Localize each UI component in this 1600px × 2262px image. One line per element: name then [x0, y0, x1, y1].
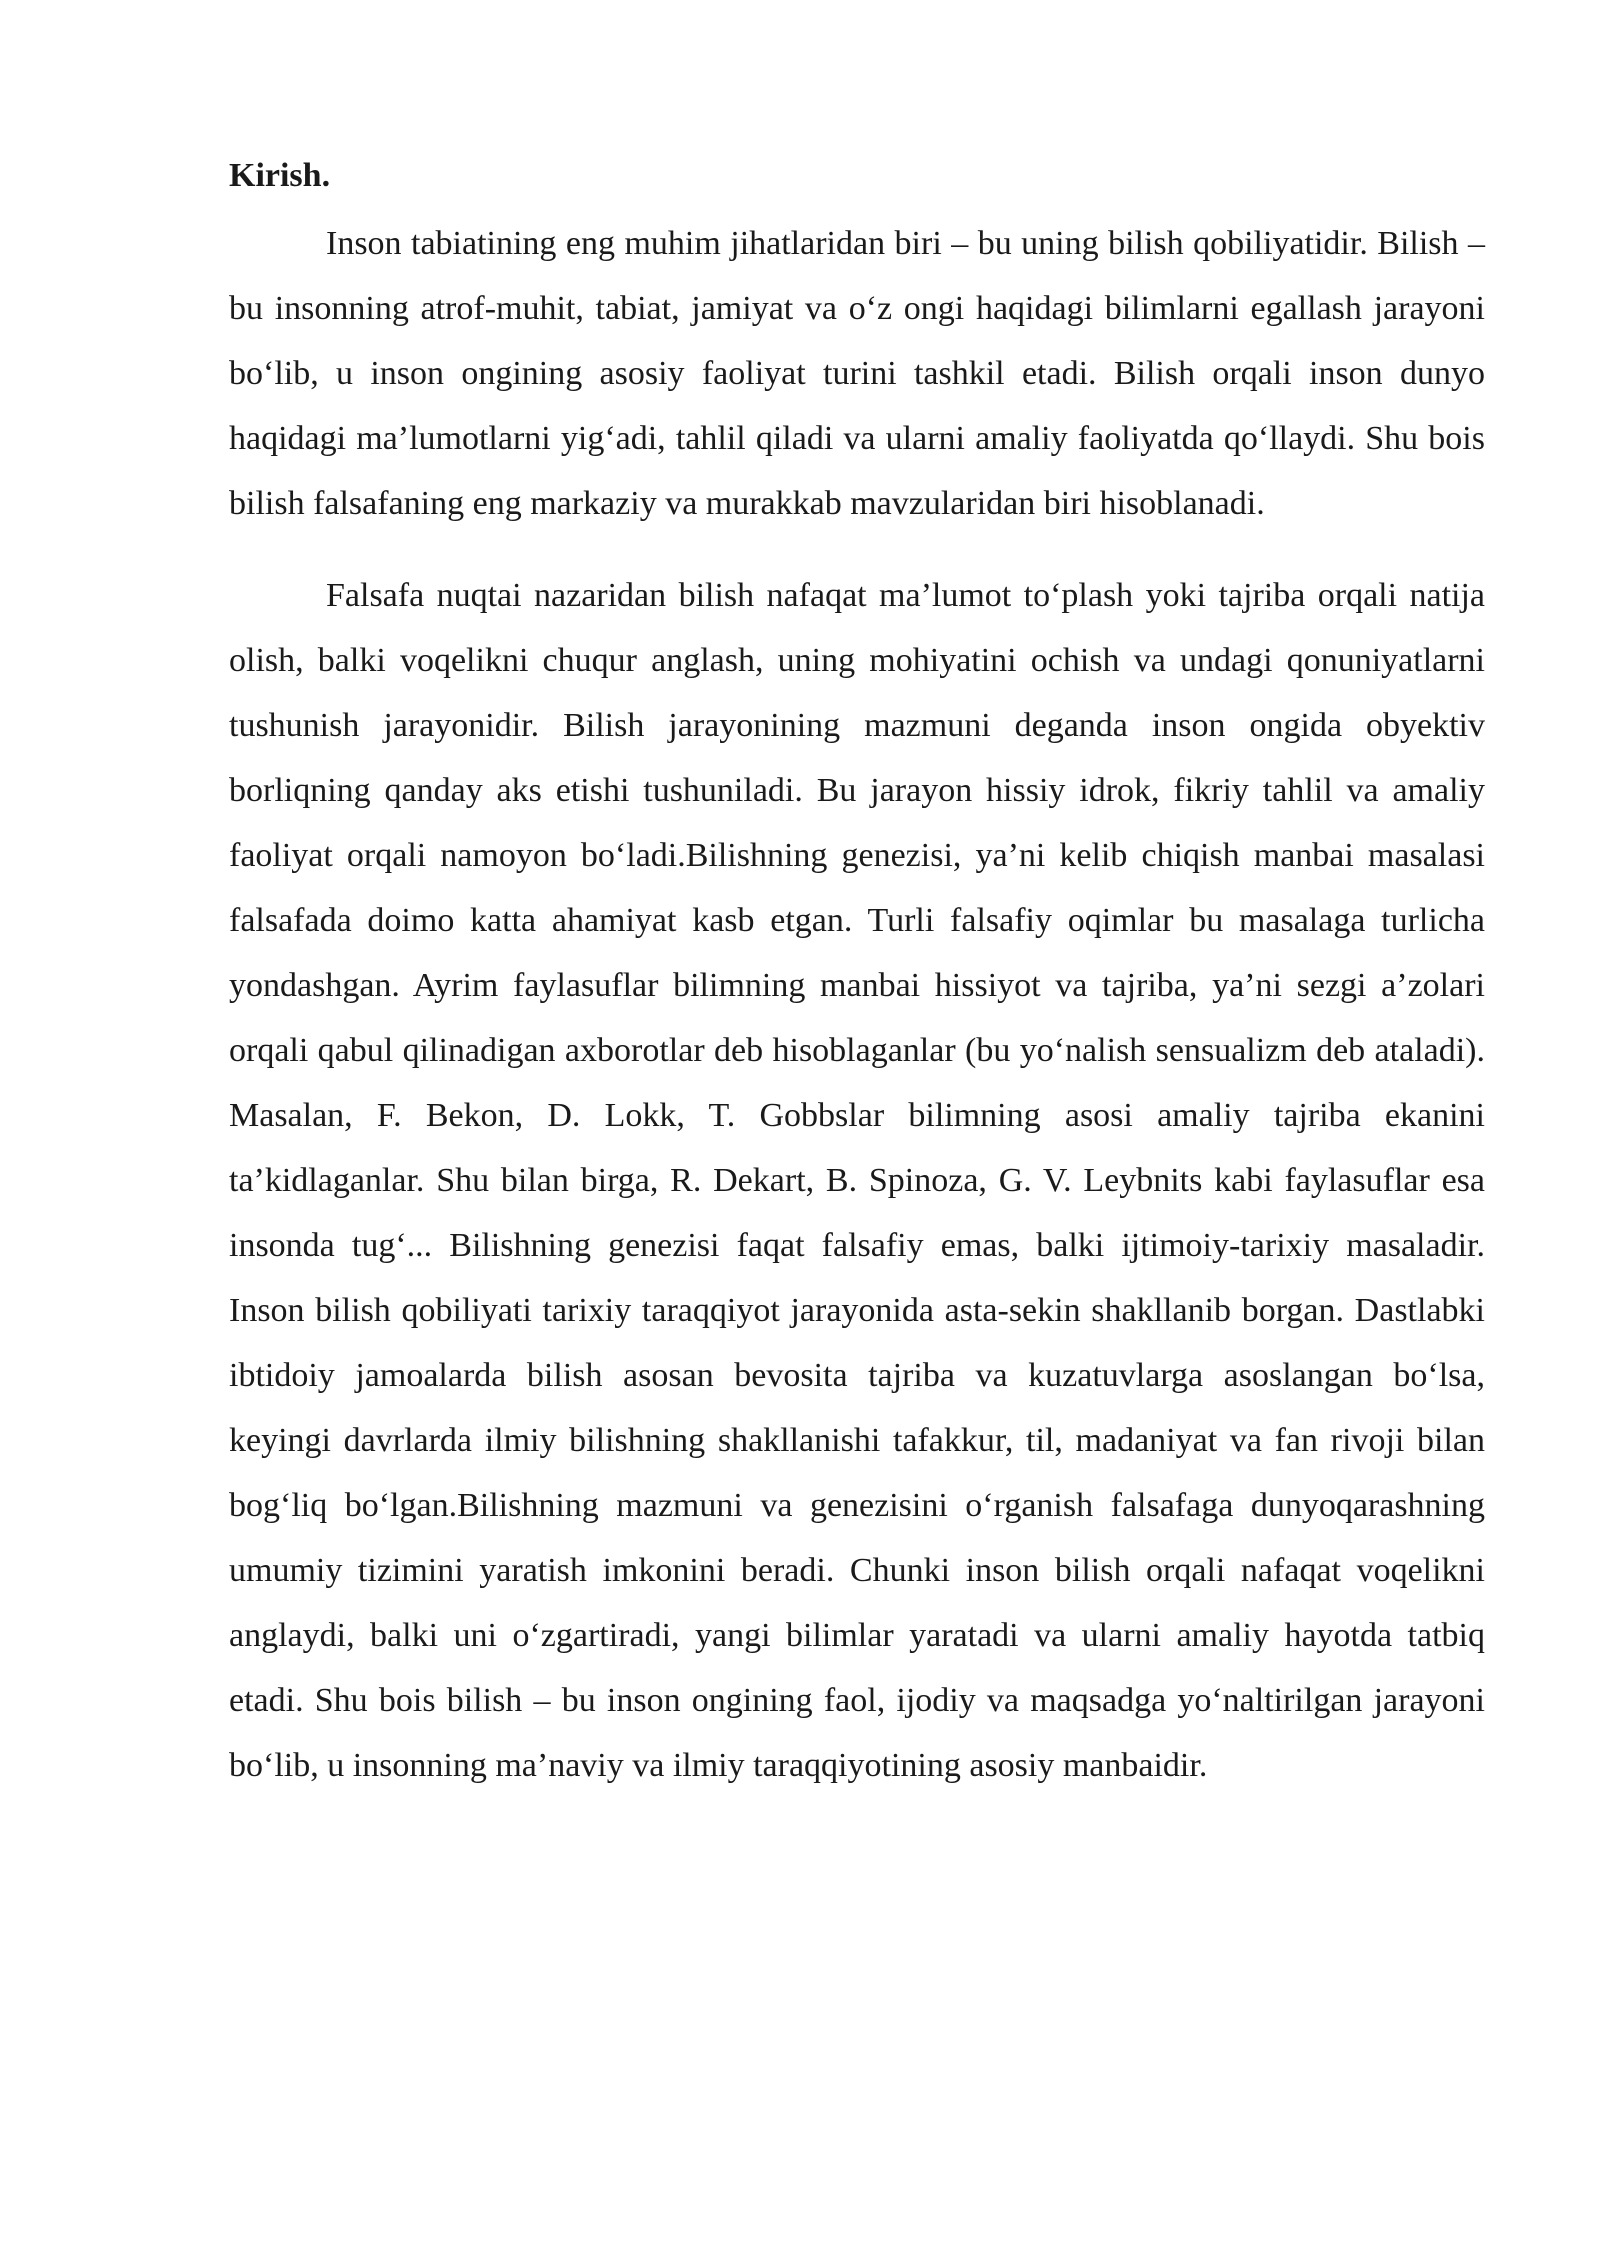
paragraph-philosophy: Falsafa nuqtai nazaridan bilish nafaqat ma’lumot to‘plash yoki tajriba orqali natija olish, balki voqelikni chuqur anglash, uning mohiyatini ochish va undagi qonuniyatlarni tushunish jarayonidir. Bilish jarayonining mazmuni deganda inson ongida obyektiv borliqning qanday aks etishi tushuniladi. Bu jarayon hissiy idrok, fikriy tahlil va amaliy faoliyat orqali namoyon bo‘ladi.Bilishning genezisi, ya’ni kelib chiqish manbai masalasi falsafada doimo katta ahamiyat kasb etgan. Turli falsafiy oqimlar bu masalaga turlicha yondashgan. Ayrim faylasuflar bilimning manbai hissiyot va tajriba, ya’ni sezgi a’zolari orqali qabul qilinadigan axborotlar deb hisoblaganlar (bu yo‘nalish sensualizm deb ataladi). Masalan, F. Bekon, D. Lokk, T. Gobbslar bilimning asosi amaliy tajriba ekanini ta’kidlaganlar. Shu bilan birga, R. Dekart, B. Spinoza, G. V. Leybnits kabi faylasuflar esa insonda tug‘... Bilishning genezisi faqat falsafiy emas, balki ijtimoiy-tarixiy masaladir. Inson bilish qobiliyati tarixiy taraqqiyot jarayonida asta-sekin shakllanib borgan. Dastlabki ibtidoiy jamoalarda bilish asosan bevosita tajriba va kuzatuvlarga asoslangan bo‘lsa, keyingi davrlarda ilmiy bilishning shakllanishi tafakkur, til, madaniyat va fan rivoji bilan bog‘liq bo‘lgan.Bilishning mazmuni va genezisini o‘rganish falsafaga dunyoqarashning umumiy tizimini yaratish imkonini beradi. Chunki inson bilish orqali nafaqat voqelikni anglaydi, balki uni o‘zgartiradi, yangi bilimlar yaratadi va ularni amaliy hayotda tatbiq etadi. Shu bois bilish – bu inson ongining faol, ijodiy va maqsadga yo‘naltirilgan jarayoni bo‘lib, u insonning ma’naviy va ilmiy taraqqiyotining asosiy manbaidir. [229, 577, 1485, 1784]
paragraph-intro: Inson tabiatining eng muhim jihatlaridan biri – bu uning bilish qobiliyatidir. Bilish – bu insonning atrof-muhit, tabiat, jamiyat va o‘z ongi haqidagi bilimlarni egallash jarayoni bo‘lib, u inson ongining asosiy faoliyat turini tashkil etadi. Bilish orqali inson dunyo haqidagi ma’lumotlarni yig‘adi, tahlil qiladi va ularni amaliy faoliyatda qo‘llaydi. Shu bois bilish falsafaning eng markaziy va murakkab mavzularidan biri hisoblanadi. [229, 225, 1485, 522]
document-body [229, 150, 1485, 1798]
section-heading: Kirish. [229, 157, 331, 194]
